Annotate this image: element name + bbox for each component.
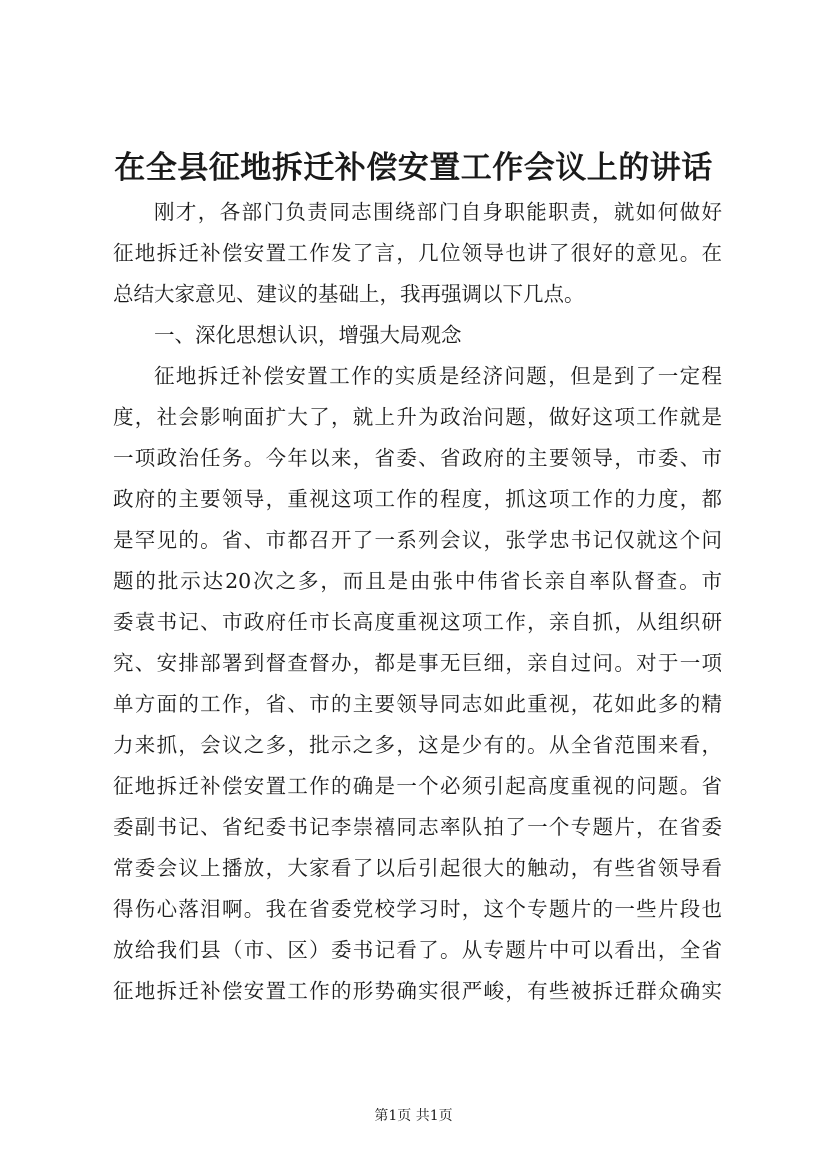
paragraph-line: 征地拆迁补偿安置工作的确是一个必须引起高度重视的问题。省 (113, 774, 722, 798)
paragraph-line: 委副书记、省纪委书记李崇禧同志率队拍了一个专题片，在省委 (113, 815, 722, 839)
section-heading: 一、深化思想认识，增强大局观念 (154, 323, 462, 347)
paragraph-line: 征地拆迁补偿安置工作的形势确实很严峻，有些被拆迁群众确实 (113, 979, 722, 1003)
paragraph-line: 政府的主要领导，重视这项工作的程度，抓这项工作的力度，都 (113, 487, 722, 511)
paragraph-line: 度，社会影响面扩大了，就上升为政治问题，做好这项工作就是 (113, 405, 722, 429)
paragraph-line: 征地拆迁补偿安置工作发了言，几位领导也讲了很好的意见。在 (113, 241, 722, 265)
paragraph-line: 得伤心落泪啊。我在省委党校学习时，这个专题片的一些片段也 (113, 897, 722, 921)
paragraph-line: 单方面的工作，省、市的主要领导同志如此重视，花如此多的精 (113, 692, 722, 716)
paragraph-line: 刚才，各部门负责同志围绕部门自身职能职责，就如何做好 (154, 200, 722, 224)
paragraph-line: 题的批示达20次之多，而且是由张中伟省长亲自率队督查。市 (113, 569, 722, 593)
paragraph-line: 是罕见的。省、市都召开了一系列会议，张学忠书记仅就这个问 (113, 528, 722, 552)
paragraph-line: 委袁书记、市政府任市长高度重视这项工作，亲自抓，从组织研 (113, 610, 722, 634)
document-body (113, 192, 722, 1012)
page-footer: 第1页 共1页 (374, 1108, 453, 1124)
paragraph-line: 一项政治任务。今年以来，省委、省政府的主要领导，市委、市 (113, 446, 722, 470)
page-title: 在全县征地拆迁补偿安置工作会议上的讲话 (114, 150, 713, 186)
paragraph-line: 究、安排部署到督查督办，都是事无巨细，亲自过问。对于一项 (113, 651, 722, 675)
paragraph-line: 征地拆迁补偿安置工作的实质是经济问题，但是到了一定程 (154, 364, 722, 388)
paragraph-line: 力来抓，会议之多，批示之多，这是少有的。从全省范围来看， (113, 733, 722, 757)
paragraph-line: 总结大家意见、建议的基础上，我再强调以下几点。 (113, 282, 585, 306)
paragraph-line: 放给我们县（市、区）委书记看了。从专题片中可以看出，全省 (113, 938, 722, 962)
paragraph-line: 常委会议上播放，大家看了以后引起很大的触动，有些省领导看 (113, 856, 722, 880)
